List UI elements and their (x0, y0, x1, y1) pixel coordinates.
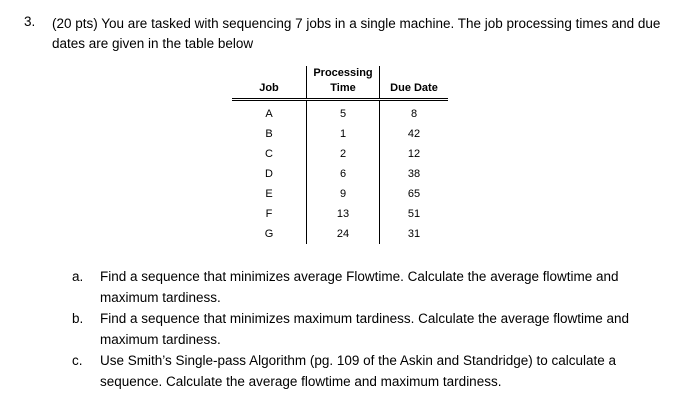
part-text: Use Smith’s Single-pass Algorithm (pg. 109 of the Askin and Standridge) to calculate a sequence. Calculate the average flowtime and maximum tardiness. (100, 353, 617, 389)
cell-job: D (232, 164, 307, 184)
header-job: Job (232, 66, 307, 100)
table-row (232, 204, 448, 224)
question-part (72, 350, 662, 392)
question-parts (72, 266, 662, 392)
question-part (72, 308, 662, 350)
part-text: Find a sequence that minimizes average Flowtime. Calculate the average flowtime and maximum tardiness. (100, 269, 619, 305)
cell-processing-time: 6 (307, 164, 380, 184)
part-label: a. (72, 269, 84, 284)
cell-job: A (232, 100, 307, 125)
cell-due-date: 38 (407, 168, 421, 180)
header-processing-time: Processing Time (307, 66, 380, 100)
cell-processing-time: 5 (307, 100, 380, 125)
table-row (232, 224, 448, 244)
header-due-date: Due Date (380, 66, 449, 100)
cell-processing-time: 1 (307, 124, 380, 144)
cell-due-date: 42 (407, 128, 421, 140)
jobs-table (232, 66, 448, 244)
table-row (232, 144, 448, 164)
question-number: 3. (24, 14, 36, 29)
part-label: b. (72, 311, 84, 326)
table-row (232, 184, 448, 204)
cell-processing-time: 9 (307, 184, 380, 204)
cell-job: E (232, 184, 307, 204)
cell-processing-time: 13 (307, 204, 380, 224)
table-row (232, 100, 448, 125)
cell-processing-time: 2 (307, 144, 380, 164)
cell-due-date: 8 (410, 108, 418, 120)
cell-job: B (232, 124, 307, 144)
cell-job: C (232, 144, 307, 164)
table-row (232, 124, 448, 144)
cell-due-date: 12 (407, 148, 421, 160)
table-header-row (232, 66, 448, 100)
cell-job: F (232, 204, 307, 224)
cell-due-date: 51 (407, 208, 421, 220)
table-row (232, 164, 448, 184)
question-text: (20 pts) You are tasked with sequencing 7 jobs in a single machine. The job processing times and due dates are given in the table below (52, 16, 661, 51)
cell-due-date: 31 (407, 228, 421, 240)
part-text: Find a sequence that minimizes maximum tardiness. Calculate the average flowtime and maximum tardiness. (100, 311, 629, 347)
cell-processing-time: 24 (307, 224, 380, 244)
cell-due-date: 65 (407, 188, 421, 200)
part-label: c. (72, 353, 83, 368)
question-part (72, 266, 662, 308)
cell-job: G (232, 224, 307, 244)
